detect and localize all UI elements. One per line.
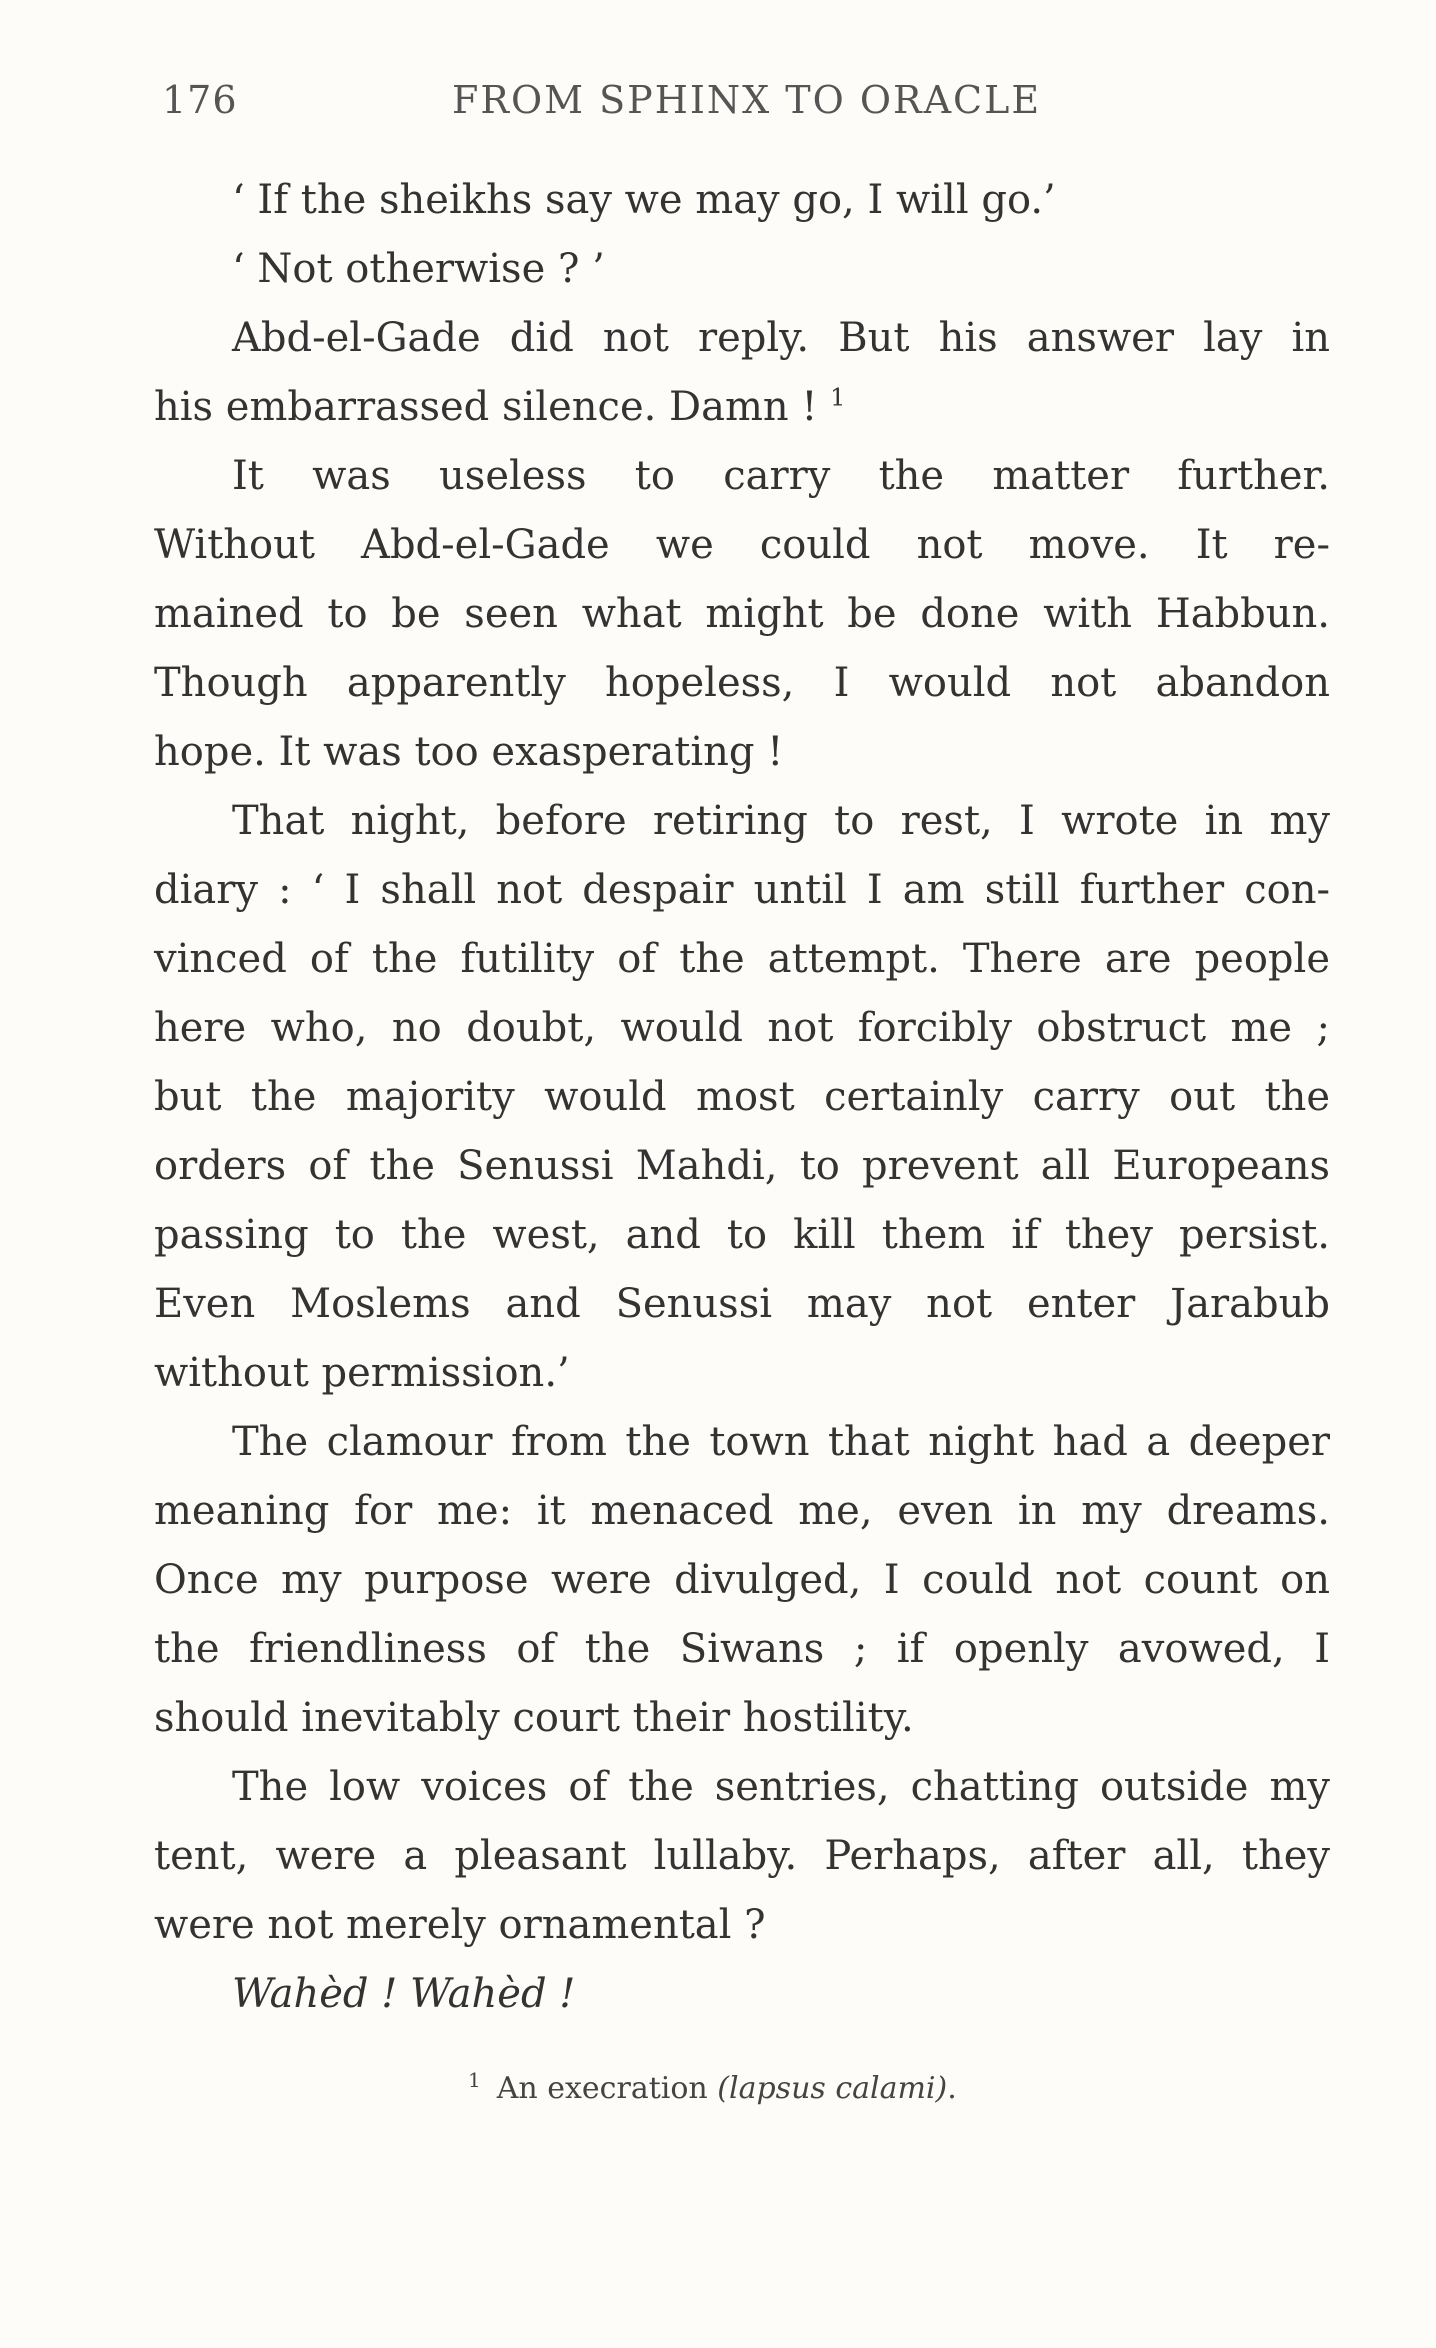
text-line: passing to the west, and to kill them if they persist.: [154, 1212, 1330, 1258]
text-line: tent, were a pleasant lullaby. Perhaps, after all, they: [154, 1833, 1330, 1879]
text-line: Without Abd-el-Gade we could not move. It re-: [154, 522, 1330, 568]
text-line: The clamour from the town that night had a deeper: [232, 1419, 1330, 1465]
text-line: but the majority would most certainly carry out the: [154, 1074, 1330, 1120]
text-line: hope. It was too exasperating !: [154, 729, 784, 775]
text-line: orders of the Senussi Mahdi, to prevent all Europeans: [154, 1143, 1330, 1189]
text-line: Even Moslems and Senussi may not enter Jarabub: [154, 1281, 1330, 1327]
page-number: 176: [162, 78, 238, 122]
footnote-mark: 1: [468, 2068, 481, 2092]
text-line: vinced of the futility of the attempt. There are people: [154, 936, 1330, 982]
text-line: Once my purpose were divulged, I could not count on: [154, 1557, 1330, 1603]
text-line: the friendliness of the Siwans ; if openly avowed, I: [154, 1626, 1330, 1672]
text-line: ‘ If the sheikhs say we may go, I will go.’: [232, 177, 1056, 223]
text-span: his embarrassed silence. Damn !: [154, 384, 831, 430]
text-line: ‘ Not otherwise ? ’: [232, 246, 605, 292]
text-line: The low voices of the sentries, chatting outside my: [232, 1764, 1330, 1810]
text-line: [154, 381, 1330, 433]
footnote: [468, 2058, 957, 2106]
text-line: without permission.’: [154, 1350, 570, 1396]
footnote-text: An execration: [496, 2071, 718, 2106]
text-line: meaning for me: it menaced me, even in my dreams.: [154, 1488, 1330, 1534]
text-line: were not merely ornamental ?: [154, 1902, 766, 1948]
text-line: Wahèd ! Wahèd !: [232, 1971, 576, 2017]
footnote-reference: 1: [830, 383, 846, 412]
text-line: diary : ‘ I shall not despair until I am still further con-: [154, 867, 1330, 913]
footnote-end: .: [947, 2071, 957, 2106]
text-line: That night, before retiring to rest, I wrote in my: [232, 798, 1330, 844]
running-title: FROM SPHINX TO ORACLE: [452, 78, 1042, 122]
page-header: [0, 78, 1436, 126]
text-line: Though apparently hopeless, I would not abandon: [154, 660, 1330, 706]
text-line: It was useless to carry the matter further.: [232, 453, 1330, 499]
text-line: here who, no doubt, would not forcibly obstruct me ;: [154, 1005, 1330, 1051]
text-line: should inevitably court their hostility.: [154, 1695, 914, 1741]
footnote-italic: (lapsus calami): [717, 2071, 948, 2106]
text-line: Abd-el-Gade did not reply. But his answer lay in: [232, 315, 1330, 361]
text-line: mained to be seen what might be done with Habbun.: [154, 591, 1330, 637]
